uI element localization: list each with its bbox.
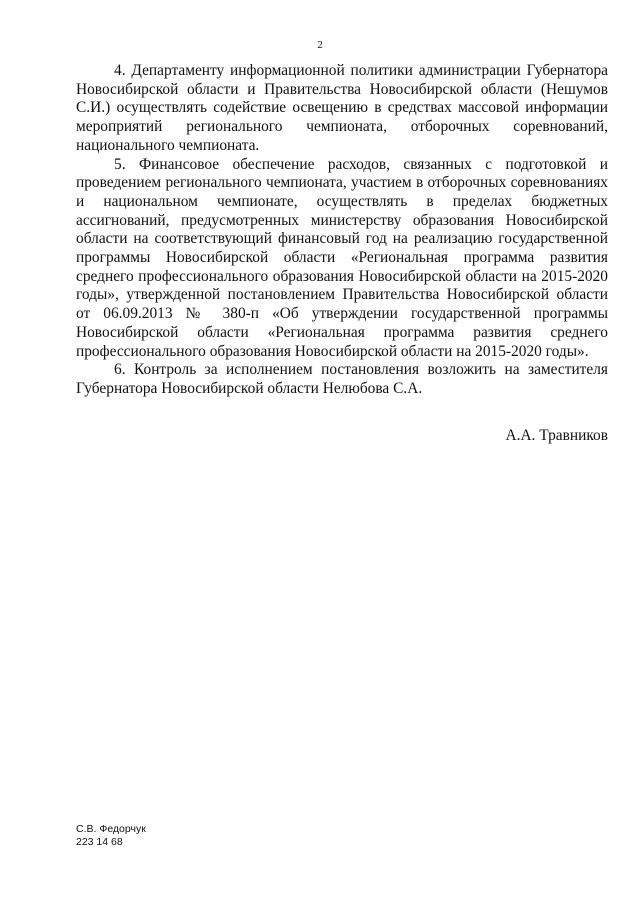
paragraph-5: 5. Финансовое обеспечение расходов, связанных с подготовкой и проведением регионального чемпионата, участием в отборочных соревнованиях и национальном чемпионате, осуществлять в пределах бюджетных ассигнований, предусмотренных министерству образования Новосибирской области на соответствующий финансовый год на реализацию государственной программы Новосибирской области «Региональная программа развития среднего профессионального образования Новосибирской области на 2015-2020 годы», утвержденной постановлением Правительства Новосибирской области от 06.09.2013 № 380-п «Об утверждении государственной программы Новосибирской области «Региональная программа развития среднего профессионального образования Новосибирской области на 2015-2020 годы». (76, 155, 608, 360)
paragraph-6: 6. Контроль за исполнением постановления возложить на заместителя Губернатора Новосибирской области Нелюбова С.А. (76, 361, 608, 397)
executor-phone: 223 14 68 (76, 836, 123, 848)
paragraph-4: 4. Департаменту информационной политики администрации Губернатора Новосибирской области и Правительства Новосибирской области (Нешумов С.И.) осуществлять содействие освещению в средствах массовой информации мероприятий регионального чемпионата, отборочных соревнований, национального чемпионата. (76, 62, 608, 154)
signature-name: А.А. Травников (505, 427, 608, 444)
document-body (76, 62, 608, 399)
executor-name: С.В. Федорчук (76, 823, 146, 835)
footer-executor-block (76, 823, 146, 849)
page-number: 2 (317, 39, 323, 51)
